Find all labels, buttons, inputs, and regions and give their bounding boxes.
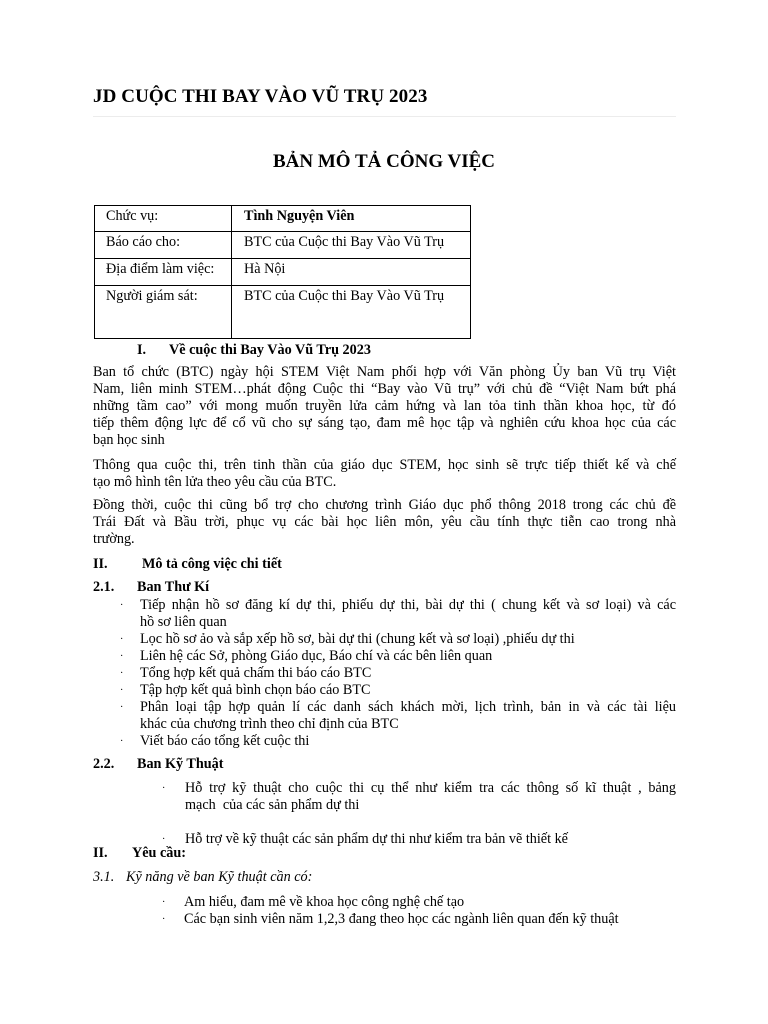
list-item [120,597,676,631]
paragraph-line: Nam, liên minh STEM…phát động Cuộc thi “Bay vào Vũ trụ” với chủ đề “Việt Nam bứt phá [93,381,676,397]
subsection-3-1-title: Kỹ năng về ban Kỹ thuật cần có: [126,869,313,885]
section-3-title: Yêu cầu: [132,845,186,861]
bullet-icon: · [120,702,124,713]
bullet-icon: · [120,736,124,747]
list-item [120,733,676,750]
table-cell-value: Tình Nguyện Viên [232,206,471,232]
bullet-icon: · [120,668,124,679]
table-row [95,286,471,339]
bullet-icon: · [162,834,166,845]
list-item [162,780,676,814]
paragraph-line: Đồng thời, cuộc thi cũng bổ trợ cho chương trình Giáo dục phổ thông 2018 trong các chủ đề [93,497,676,513]
table-cell-value: BTC của Cuộc thi Bay Vào Vũ Trụ [232,286,471,339]
bullet-icon: · [162,897,166,908]
list-item-text: Tổng hợp kết quả chấm thi báo cáo BTC [140,665,372,681]
list-item-text: Liên hệ các Sở, phòng Giáo dục, Báo chí và các bên liên quan [140,648,493,664]
subsection-2-1-title: Ban Thư Kí [137,579,210,595]
section-1-paragraph-3 [93,497,676,548]
list-item [120,648,676,665]
paragraph-line: những tầm cao” với mong muốn truyền lửa cảm hứng và lan tỏa tinh thần khoa học, từ đó [93,398,676,414]
table-cell-value: BTC của Cuộc thi Bay Vào Vũ Trụ [232,232,471,259]
table-row [95,206,471,232]
table-cell-label: Người giám sát: [95,286,232,339]
section-1-paragraph-2 [93,457,676,491]
table-row [95,259,471,286]
document-header-title: JD CUỘC THI BAY VÀO VŨ TRỤ 2023 [93,86,428,107]
list-item [120,682,676,699]
bullet-icon: · [120,600,124,611]
list-item-text: Các bạn sinh viên năm 1,2,3 đang theo học các ngành liên quan đến kỹ thuật [184,911,619,927]
subsection-3-1-number: 3.1. [93,869,115,885]
list-item-text: Lọc hồ sơ ảo và sắp xếp hồ sơ, bài dự thi (chung kết và sơ loại) ,phiếu dự thi [140,631,575,647]
bullet-icon: · [162,914,166,925]
table-cell-label: Báo cáo cho: [95,232,232,259]
list-item [120,665,676,682]
paragraph-line: tạo mô hình tên lửa theo yêu cầu của BTC. [93,474,337,490]
list-item-text: Am hiểu, đam mê về khoa học công nghệ chế tạo [184,894,465,910]
requirements-list [162,894,676,928]
list-item [120,699,676,733]
job-info-table [94,205,471,339]
paragraph-line: trường. [93,531,135,547]
paragraph-line: Trái Đất và Bầu trời, phục vụ các bài học liên môn, yêu cầu tính thực tiễn cao trong nhà [93,514,676,530]
list-item-text: Viết báo cáo tổng kết cuộc thi [140,733,310,749]
section-1-number: I. [137,342,147,358]
secretary-duties-list [120,597,676,750]
bullet-icon: · [120,651,124,662]
table-cell-label: Chức vụ: [95,206,232,232]
list-item-text: Tập hợp kết quả bình chọn báo cáo BTC [140,682,371,698]
list-item-text: Hỗ trợ về kỹ thuật các sản phẩm dự thi như kiểm tra bản vẽ thiết kế [185,831,568,847]
list-item [162,911,676,928]
bullet-icon: · [120,685,124,696]
list-item-text: Phân loại tập hợp quản lí các danh sách khách mời, lịch trình, bản in và các tài liệu [140,699,676,715]
paragraph-line: bạn học sinh [93,432,165,448]
subsection-2-2-number: 2.2. [93,756,115,772]
paragraph-line: Ban tổ chức (BTC) ngày hội STEM Việt Nam phối hợp với Văn phòng Ủy ban Vũ trụ Việt [93,364,676,380]
section-2-title: Mô tả công việc chi tiết [142,556,282,572]
table-cell-label: Địa điểm làm việc: [95,259,232,286]
header-divider [93,116,676,117]
list-item-text: mạch của các sản phẩm dự thi [185,797,360,813]
paragraph-line: tiếp thêm động lực để cổ vũ cho sự sáng tạo, đam mê học tập và nghiên cứu khoa học của các [93,415,676,431]
list-item [162,894,676,911]
list-item [162,831,676,848]
subsection-2-1-number: 2.1. [93,579,115,595]
list-item-text: khác của chương trình theo chỉ định của BTC [140,716,399,732]
technical-duties-list [162,780,676,848]
table-row [95,232,471,259]
paragraph-line: Thông qua cuộc thi, trên tinh thần của giáo dục STEM, học sinh sẽ trực tiếp thiết kế và chế [93,457,676,473]
section-1-paragraph-1 [93,364,676,449]
bullet-icon: · [162,783,166,794]
list-item-text: Hỗ trợ kỹ thuật cho cuộc thi cụ thể như kiểm tra các thông số kĩ thuật , bảng [185,780,676,796]
subsection-2-2-title: Ban Kỹ Thuật [137,756,224,772]
list-item-text: hồ sơ liên quan [140,614,227,630]
list-item-text: Tiếp nhận hồ sơ đăng kí dự thi, phiếu dự thi, bài dự thi ( chung kết và sơ loại) và các [140,597,676,613]
section-2-number: II. [93,556,108,572]
list-item [120,631,676,648]
bullet-icon: · [120,634,124,645]
table-cell-value: Hà Nội [232,259,471,286]
job-description-title: BẢN MÔ TẢ CÔNG VIỆC [272,151,496,172]
section-3-number: II. [93,845,108,861]
section-1-title: Về cuộc thi Bay Vào Vũ Trụ 2023 [169,342,371,358]
